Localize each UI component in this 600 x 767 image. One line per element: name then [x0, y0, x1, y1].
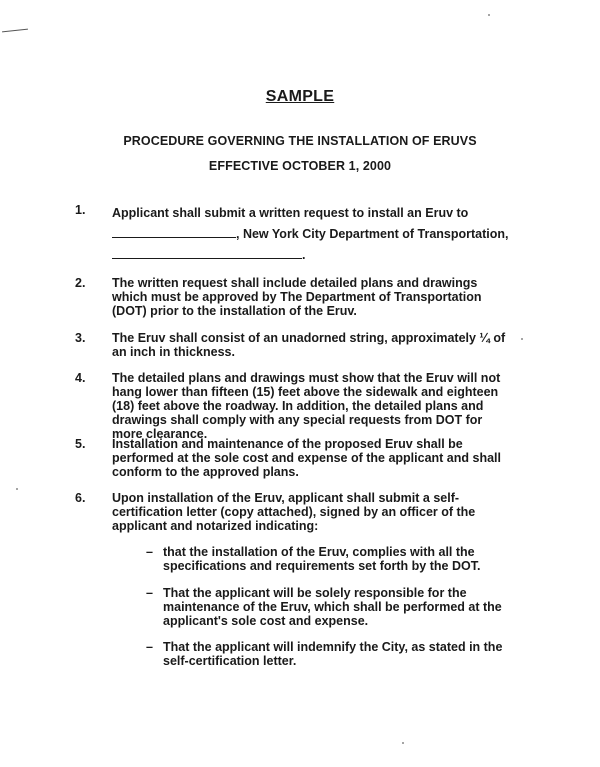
item-number: 3. [75, 331, 86, 345]
item-text: Installation and maintenance of the proposed Eruv shall be performed at the sole cost and expense of the applicant and shall conform to the approved plans. [112, 437, 501, 479]
item-number: 2. [75, 276, 86, 290]
item-text: The written request shall include detailed plans and drawings which must be approved by The Department of Transportation (DOT) prior to the installation of the Eruv. [112, 276, 482, 318]
item-1-line-1: Applicant shall submit a written request to install an Eruv to [112, 206, 469, 220]
document-heading: PROCEDURE GOVERNING THE INSTALLATION OF ERUVS [123, 134, 477, 148]
dash-bullet: – [146, 545, 153, 559]
item-number: 6. [75, 491, 86, 505]
document-title: SAMPLE [265, 88, 335, 105]
item-text: Upon installation of the Eruv, applicant shall submit a self-certification letter (copy attached), signed by an officer of the applicant and notarized indicating: [112, 491, 476, 533]
sub-item-text: That the applicant will be solely responsible for the maintenance of the Eruv, which shall be performed at the applicant's sole cost and expense. [163, 586, 502, 628]
blank-line [112, 248, 302, 259]
item-1-line-3-end: . [302, 248, 306, 262]
item-text: The detailed plans and drawings must show that the Eruv will not hang lower than fifteen (15) feet above the sidewalk and eighteen (18) feet above the roadway. In addition, the detailed plans and drawings shall comply with any special requests from DOT for more clearance. [112, 371, 501, 441]
item-number: 5. [75, 437, 86, 451]
scan-speck [402, 742, 404, 744]
scan-speck [16, 488, 18, 490]
sub-item-text: that the installation of the Eruv, complies with all the specifications and requirements set forth by the DOT. [163, 545, 481, 573]
dash-bullet: – [146, 640, 153, 654]
blank-line [112, 227, 236, 238]
dash-bullet: – [146, 586, 153, 600]
scan-speck [488, 14, 490, 16]
item-number: 1. [75, 203, 86, 217]
sub-item-text: That the applicant will indemnify the City, as stated in the self-certification letter. [163, 640, 503, 668]
item-text: The Eruv shall consist of an unadorned string, approximately ¼ of an inch in thickness. [112, 331, 506, 359]
item-number: 4. [75, 371, 86, 385]
scan-mark [2, 29, 28, 33]
effective-date: EFFECTIVE OCTOBER 1, 2000 [208, 159, 392, 173]
item-1-line-2: , New York City Department of Transportation, [236, 227, 509, 241]
scan-speck [521, 338, 523, 340]
